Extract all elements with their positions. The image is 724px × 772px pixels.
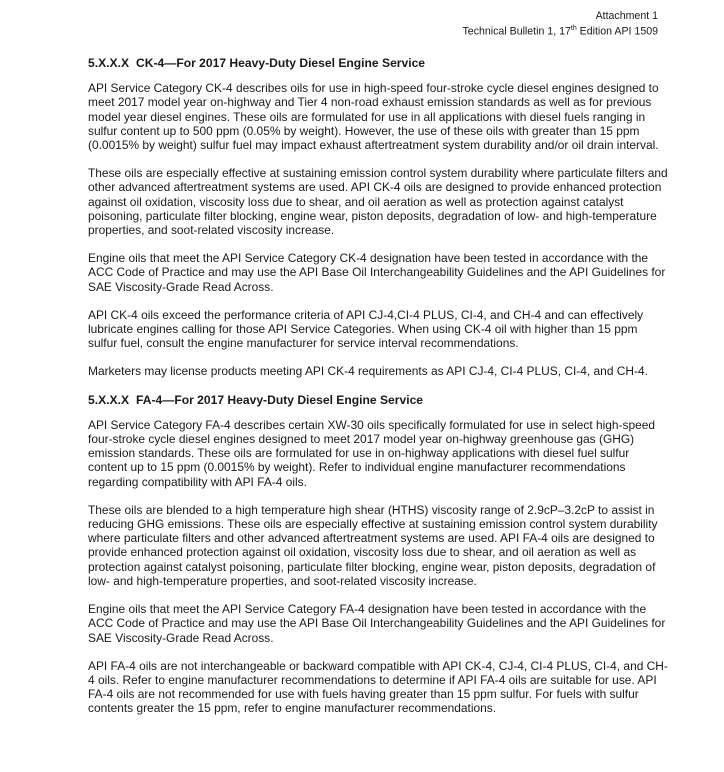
- paragraph: Engine oils that meet the API Service Category FA-4 designation have been tested in accordance with the ACC Code of Practice and may use the API Base Oil Interchangeability Guidelines and the API Guidelines for SAE Viscosity-Grade Read Across.: [88, 602, 666, 645]
- paragraph: Engine oils that meet the API Service Category CK-4 designation have been tested in accordance with the ACC Code of Practice and may use the API Base Oil Interchangeability Guidelines and the API Guidelines for SAE Viscosity-Grade Read Across.: [88, 251, 666, 294]
- section-fa4: [88, 393, 668, 716]
- section-ck4: [88, 56, 668, 379]
- bulletin-line: [463, 23, 658, 38]
- document-body: [88, 56, 668, 730]
- section-heading: [88, 393, 668, 407]
- page-header: [463, 10, 658, 38]
- bulletin-superscript: th: [570, 24, 577, 32]
- section-number: 5.X.X.X: [88, 56, 130, 70]
- paragraph: API Service Category FA-4 describes certain XW-30 oils specifically formulated for use in select high-speed four-stroke cycle diesel engines designed to meet 2017 model year on-highway greenhouse gas (GHG) emission standards. These oils are formulated for use in on-highway applications with diesel fuel sulfur content up to 15 ppm (0.0015% by weight). Refer to individual engine manufacturer recommendations regarding compatibility with API FA-4 oils.: [88, 417, 656, 489]
- bulletin-suffix: Edition API 1509: [576, 25, 658, 38]
- paragraph: Marketers may license products meeting API CK-4 requirements as API CJ-4, CI-4 PLUS, CI-4, and CH-4.: [88, 364, 648, 379]
- paragraph: API FA-4 oils are not interchangeable or backward compatible with API CK-4, CJ-4, CI-4 PLUS, CI-4, and CH-4 oils. Refer to engine manufacturer recommendations to determine if API FA-4 oils are suitable for use. API FA-4 oils are not recommended for use with fuels having greater than 15 ppm sulfur. For fuels with sulfur contents greater the 15 ppm, refer to engine manufacturer recommendations.: [88, 658, 668, 716]
- section-number: 5.X.X.X: [88, 392, 130, 407]
- section-title: FA-4—For 2017 Heavy-Duty Diesel Engine Service: [136, 392, 424, 407]
- bulletin-prefix: Technical Bulletin 1, 17: [462, 25, 571, 38]
- paragraph: API Service Category CK-4 describes oils for use in high-speed four-stroke cycle diesel engines designed to meet 2017 model year on-highway and Tier 4 non-road exhaust emission standards as well as for previous model year diesel engines. These oils are formulated for use in all applications with diesel fuels ranging in sulfur content up to 500 ppm (0.05% by weight). However, the use of these oils with greater than 15 ppm (0.0015% by weight) sulfur fuel may impact exhaust aftertreatment system durability and/or oil drain interval.: [88, 81, 659, 153]
- paragraph: These oils are blended to a high temperature high shear (HTHS) viscosity range of 2.9cP–3.2cP to assist in reducing GHG emissions. These oils are especially effective at sustaining emission control system durability where particulate filters and other advanced aftertreatment systems are used. API FA-4 oils are designed to provide enhanced protection against oil oxidation, viscosity loss due to shear, and oil aeration as well as protection against catalyst poisoning, particulate filter blocking, engine wear, piston deposits, degradation of low- and high-temperature properties, and soot-related viscosity increase.: [88, 502, 658, 588]
- paragraph: API CK-4 oils exceed the performance criteria of API CJ-4,CI-4 PLUS, CI-4, and CH-4 and can effectively lubricate engines calling for those API Service Categories. When using CK-4 oil with higher than 15 ppm sulfur fuel, consult the engine manufacturer for service interval recommendations.: [88, 307, 644, 351]
- attachment-label: Attachment 1: [595, 10, 658, 22]
- section-heading: [88, 56, 668, 70]
- paragraph: These oils are especially effective at sustaining emission control system durability where particulate filters and other advanced aftertreatment systems are used. API CK-4 oils are designed to provide enhanced protection against oil oxidation, viscosity loss due to shear, and oil aeration as well as protection against catalyst poisoning, particulate filter blocking, engine wear, piston deposits, degradation of low- and high-temperature properties, and soot-related viscosity increase.: [88, 166, 668, 238]
- section-title: CK-4—For 2017 Heavy-Duty Diesel Engine Service: [136, 56, 426, 70]
